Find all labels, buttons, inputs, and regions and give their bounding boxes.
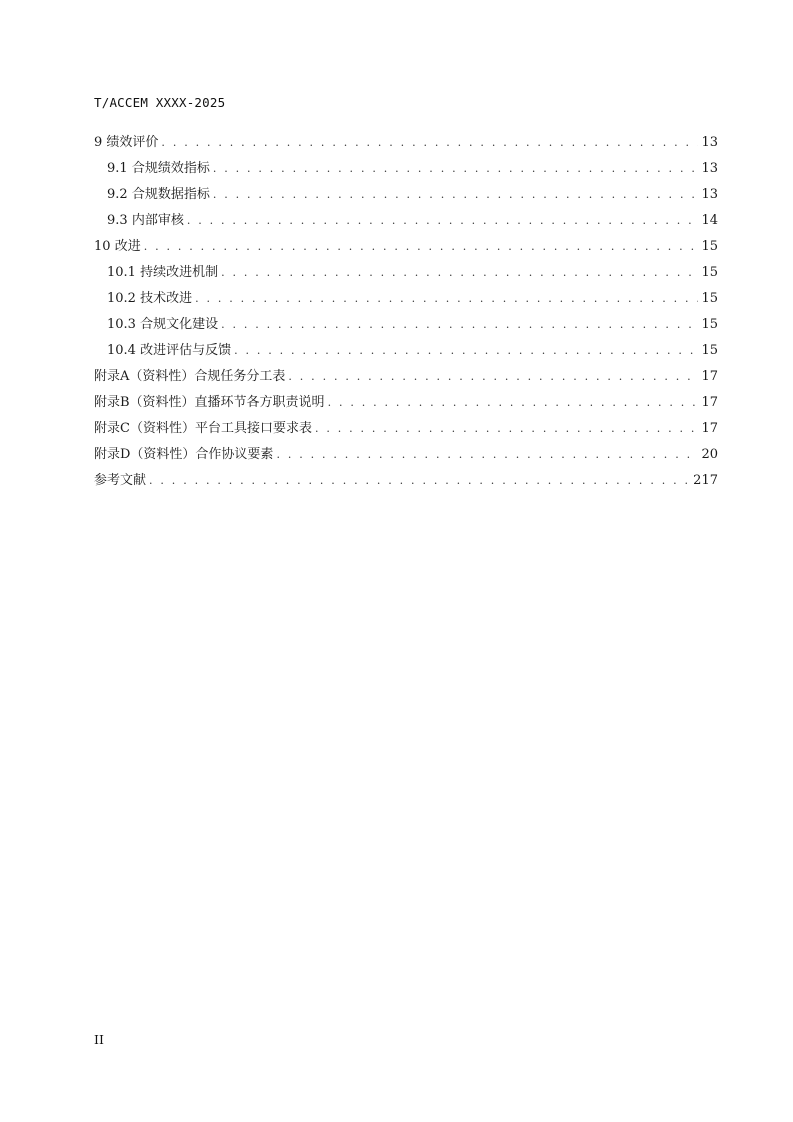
toc-entry-page: 17 <box>701 369 718 384</box>
toc-entry[interactable] <box>94 156 718 182</box>
toc-entry-title: 合规文化建设 <box>140 317 219 332</box>
toc-entry-page: 17 <box>701 421 718 436</box>
toc-entry[interactable] <box>94 468 718 494</box>
toc-entry-title: 持续改进机制 <box>140 265 219 280</box>
toc-entry-title: 合规数据指标 <box>131 187 210 202</box>
toc-entry-number: 9.3 <box>107 213 132 228</box>
toc-dot-leader <box>328 390 699 416</box>
toc-entry-title: 改进评估与反馈 <box>140 343 232 358</box>
toc-entry-number: 10.1 <box>107 265 141 280</box>
toc-dot-leader <box>315 416 699 442</box>
toc-dot-leader <box>213 156 699 182</box>
toc-entry-number: 10.4 <box>107 343 141 358</box>
toc-entry-page: 20 <box>701 447 718 462</box>
toc-entry[interactable] <box>94 130 718 156</box>
toc-entry-number: 9 <box>94 135 107 150</box>
toc-dot-leader <box>187 208 699 234</box>
toc-entry-page: 217 <box>693 473 718 488</box>
toc-entry-page: 17 <box>701 395 718 410</box>
toc-entry-title: 附录C（资料性）平台工具接口要求表 <box>94 421 312 436</box>
toc-entry-page: 13 <box>701 135 718 150</box>
toc-entry-page: 13 <box>701 161 718 176</box>
toc-entry-number: 10 <box>94 239 115 254</box>
toc-entry[interactable] <box>94 234 718 260</box>
toc-entry-title: 改进 <box>114 239 141 254</box>
toc-dot-leader <box>195 286 698 312</box>
toc-dot-leader <box>161 130 698 156</box>
toc-entry[interactable] <box>94 442 718 468</box>
page-number: II <box>94 1032 104 1047</box>
toc-entry-page: 15 <box>701 239 718 254</box>
toc-entry[interactable] <box>94 390 718 416</box>
toc-entry-number: 10.3 <box>107 317 141 332</box>
toc-entry-page: 13 <box>701 187 718 202</box>
toc-entry-title: 合规绩效指标 <box>131 161 210 176</box>
document-code-header: T/ACCEM XXXX-2025 <box>94 95 226 110</box>
toc-entry-title: 绩效评价 <box>106 135 159 150</box>
toc-dot-leader <box>144 234 699 260</box>
toc-entry-page: 15 <box>701 317 718 332</box>
toc-dot-leader <box>213 182 699 208</box>
toc-dot-leader <box>149 468 690 494</box>
toc-entry-title: 附录A（资料性）合规任务分工表 <box>94 369 286 384</box>
toc-entry-title: 附录D（资料性）合作协议要素 <box>94 447 274 462</box>
toc-entry[interactable] <box>94 260 718 286</box>
toc-entry[interactable] <box>94 364 718 390</box>
toc-entry-number: 9.1 <box>107 161 132 176</box>
toc-entry-page: 15 <box>701 343 718 358</box>
toc-entry-title: 参考文献 <box>94 473 147 488</box>
toc-entry-number: 10.2 <box>107 291 141 306</box>
toc-entry-page: 15 <box>701 291 718 306</box>
toc-entry[interactable] <box>94 182 718 208</box>
toc-entry-title: 内部审核 <box>131 213 184 228</box>
toc-entry-page: 14 <box>701 213 718 228</box>
toc-entry[interactable] <box>94 208 718 234</box>
toc-entry[interactable] <box>94 338 718 364</box>
toc-entry-title: 技术改进 <box>140 291 193 306</box>
table-of-contents <box>94 130 718 494</box>
toc-entry-number: 9.2 <box>107 187 132 202</box>
toc-entry[interactable] <box>94 416 718 442</box>
toc-dot-leader <box>221 260 698 286</box>
toc-dot-leader <box>221 312 698 338</box>
toc-entry[interactable] <box>94 312 718 338</box>
toc-entry-title: 附录B（资料性）直播环节各方职责说明 <box>94 395 325 410</box>
toc-dot-leader <box>234 338 698 364</box>
toc-dot-leader <box>288 364 698 390</box>
toc-entry-page: 15 <box>701 265 718 280</box>
toc-entry[interactable] <box>94 286 718 312</box>
toc-dot-leader <box>276 442 698 468</box>
